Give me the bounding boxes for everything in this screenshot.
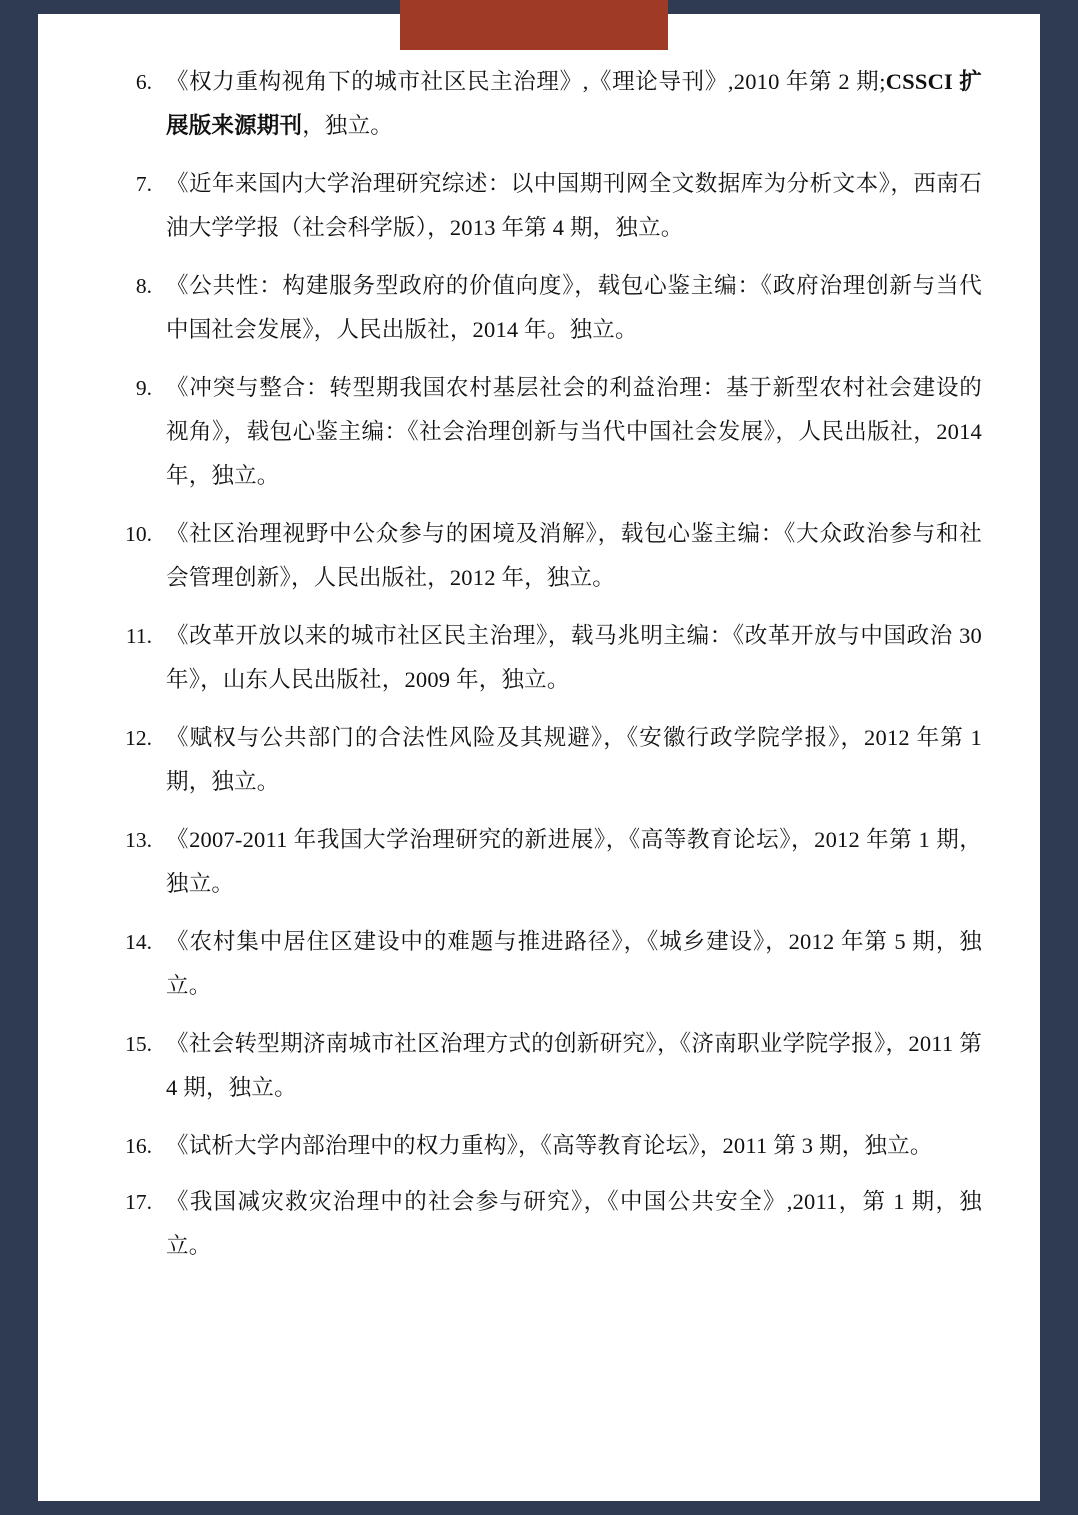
list-item-text-bold: CSSCI 扩展版来源期刊 — [166, 69, 982, 138]
list-item — [96, 366, 982, 498]
list-item-text: 《社区治理视野中公众参与的困境及消解》，载包心鉴主编：《大众政治参与和社会管理创新》，人民出版社，2012 年，独立。 — [166, 521, 982, 590]
list-item — [96, 264, 982, 352]
list-item-number: 16. — [125, 1134, 152, 1158]
list-item-text: 《赋权与公共部门的合法性风险及其规避》，《安徽行政学院学报》，2012 年第 1 期，独立。 — [166, 725, 982, 794]
list-item-number: 6. — [135, 70, 152, 94]
list-item-text-tail: ，独立。 — [302, 113, 394, 138]
list-item-text: 《社会转型期济南城市社区治理方式的创新研究》，《济南职业学院学报》，2011 第 4 期，独立。 — [166, 1031, 982, 1100]
list-item-number: 17. — [125, 1190, 152, 1214]
list-item — [96, 60, 982, 148]
document-page — [38, 14, 1040, 1501]
list-item-number: 10. — [125, 522, 152, 546]
list-item-number: 13. — [125, 828, 152, 852]
list-item-text: 《2007-2011 年我国大学治理研究的新进展》，《高等教育论坛》，2012 年第 1 期，独立。 — [166, 827, 982, 896]
list-item — [96, 1022, 982, 1110]
list-item — [96, 1124, 982, 1168]
list-item-number: 9. — [135, 376, 152, 400]
list-item-number: 7. — [135, 172, 152, 196]
list-item — [96, 162, 982, 250]
list-item-text: 《公共性：构建服务型政府的价值向度》，载包心鉴主编：《政府治理创新与当代中国社会发展》，人民出版社，2014 年。独立。 — [166, 273, 982, 342]
list-item-text: 《近年来国内大学治理研究综述：以中国期刊网全文数据库为分析文本》，西南石油大学学报（社会科学版），2013 年第 4 期，独立。 — [166, 171, 982, 240]
list-item-number: 15. — [125, 1032, 152, 1056]
list-item-number: 11. — [125, 624, 152, 648]
list-item — [96, 614, 982, 702]
list-item-text: 《农村集中居住区建设中的难题与推进路径》，《城乡建设》，2012 年第 5 期，独立。 — [166, 929, 982, 998]
publication-list — [96, 60, 982, 1268]
list-item-number: 12. — [125, 726, 152, 750]
list-item-text-part: 《权力重构视角下的城市社区民主治理》,《理论导刊》,2010 年第 2 期; — [166, 69, 886, 94]
list-item — [96, 716, 982, 804]
list-item — [96, 1180, 982, 1268]
accent-bar — [400, 0, 668, 50]
list-item-text — [166, 60, 982, 148]
list-item — [96, 818, 982, 906]
list-item-number: 8. — [135, 274, 152, 298]
list-item-text: 《冲突与整合：转型期我国农村基层社会的利益治理：基于新型农村社会建设的视角》，载包心鉴主编：《社会治理创新与当代中国社会发展》，人民出版社，2014 年，独立。 — [166, 375, 982, 488]
list-item-text: 《我国减灾救灾治理中的社会参与研究》，《中国公共安全》,2011，第 1 期，独立。 — [166, 1189, 982, 1258]
list-item-text: 《改革开放以来的城市社区民主治理》，载马兆明主编：《改革开放与中国政治 30 年》，山东人民出版社，2009 年，独立。 — [166, 623, 982, 692]
list-item — [96, 512, 982, 600]
list-item-number: 14. — [125, 930, 152, 954]
document-content — [96, 60, 982, 1460]
list-item-text: 《试析大学内部治理中的权力重构》，《高等教育论坛》，2011 第 3 期，独立。 — [166, 1133, 933, 1158]
list-item — [96, 920, 982, 1008]
